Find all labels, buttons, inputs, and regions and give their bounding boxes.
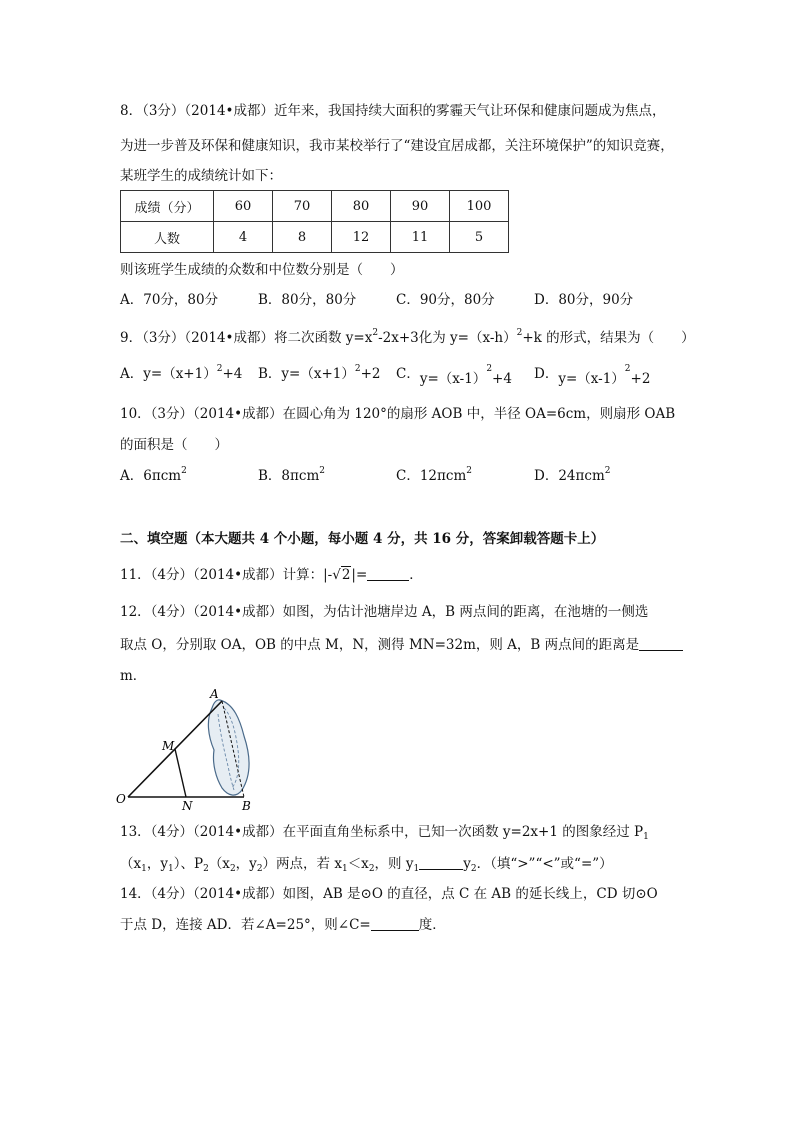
answer-blank xyxy=(367,567,409,581)
label-n: N xyxy=(182,799,193,813)
subscript: 2 xyxy=(229,864,236,874)
option-sup: 2 xyxy=(216,364,223,374)
answer-blank xyxy=(419,856,463,870)
q9-sup: 2 xyxy=(372,328,379,338)
q12-line2-text: 取点 O，分别取 OA，OB 的中点 M，N，测得 MN=32m，则 A，B 两点间的距离是 xyxy=(120,637,640,653)
table-cell: 4 xyxy=(214,222,273,253)
table-cell: 100 xyxy=(450,191,509,222)
option-expr: 24πcm xyxy=(558,468,605,484)
q8-line2: 为进一步普及环保和健康知识，我市某校举行了“建设宜居成都，关注环境保护”的知识竞赛， xyxy=(120,138,674,154)
table-cell: 成绩（分） xyxy=(121,191,214,222)
subscript: 1 xyxy=(643,832,649,842)
table-cell: 70 xyxy=(273,191,332,222)
option-sup: 2 xyxy=(354,364,361,374)
table-cell: 5 xyxy=(450,222,509,253)
q9-stem xyxy=(120,329,695,347)
q10-option-d xyxy=(534,467,610,485)
q12-line2 xyxy=(120,636,683,654)
option-letter: D． xyxy=(534,468,559,484)
subscript: 1 xyxy=(168,864,174,874)
q13-text: （x xyxy=(120,856,142,872)
q11-stem xyxy=(120,566,423,584)
q13-text: ＜x xyxy=(347,856,369,872)
option-expr: y=（x+1） xyxy=(143,366,217,382)
answer-blank xyxy=(371,917,419,931)
table-row xyxy=(121,222,509,253)
option-expr: 12πcm xyxy=(419,468,467,484)
q14-line2 xyxy=(120,916,446,934)
option-expr: y=（x-1） xyxy=(558,371,625,387)
option-tail: +4 xyxy=(492,371,512,387)
q13-text: ）两点，若 x xyxy=(262,856,342,872)
table-row xyxy=(121,191,509,222)
answer-blank xyxy=(639,637,683,651)
option-expr: y=（x-1） xyxy=(419,371,487,387)
option-expr: y=（x+1） xyxy=(281,366,355,382)
option-sup: 2 xyxy=(604,466,611,476)
option-tail: +2 xyxy=(630,371,651,387)
q8-option-b: B．80分，80分 xyxy=(258,292,357,308)
table-cell: 90 xyxy=(391,191,450,222)
option-letter: B． xyxy=(258,366,282,382)
q9-stem-post: +k 的形式，结果为（ ） xyxy=(522,330,695,346)
q10-option-c xyxy=(396,467,472,485)
option-sup: 2 xyxy=(181,466,187,476)
q10-option-b xyxy=(258,467,325,485)
q10-line1: 10．（3分）（2014•成都）在圆心角为 120°的扇形 AOB 中，半径 OA=6cm，则扇形 OAB xyxy=(120,406,676,422)
q10-option-a xyxy=(120,467,187,485)
q11-post: |= xyxy=(351,567,368,583)
segment-mn xyxy=(175,749,186,797)
q8-option-c: C．90分，80分 xyxy=(396,292,495,308)
label-b: B xyxy=(242,799,251,813)
q13-text: y xyxy=(463,856,471,872)
q9-stem-pre: 9．（3分）（2014•成都）将二次函数 y=x xyxy=(120,330,373,346)
sqrt-symbol xyxy=(332,566,351,584)
q13-text: ，则 y xyxy=(374,856,414,872)
table-cell: 人数 xyxy=(121,222,214,253)
q8-question: 则该班学生成绩的众数和中位数分别是（ ） xyxy=(120,262,404,278)
option-letter: A． xyxy=(120,468,144,484)
q11-end: ． xyxy=(409,567,423,583)
label-m: M xyxy=(162,739,175,753)
subscript: 2 xyxy=(203,864,209,874)
subscript: 1 xyxy=(413,864,420,874)
q12-line3: m． xyxy=(120,668,147,684)
option-sup: 2 xyxy=(624,364,631,374)
q8-line3: 某班学生的成绩统计如下： xyxy=(120,168,282,184)
q13-text: ．（填“>”“<”或“=”） xyxy=(476,856,613,872)
subscript: 2 xyxy=(470,864,477,874)
table-cell: 8 xyxy=(273,222,332,253)
q13-line1-text: 13．（4分）（2014•成都）在平面直角坐标系中，已知一次函数 y=2x+1 的图象经过 P xyxy=(120,824,644,840)
q13-line1 xyxy=(120,823,649,841)
q14-line1: 14．（4分）（2014•成都）如图，AB 是⊙O 的直径，点 C 在 AB 的延长线上，CD 切⊙O xyxy=(120,886,658,902)
label-a: A xyxy=(210,687,219,701)
q13-text: （x xyxy=(208,856,230,872)
q13-line2 xyxy=(120,855,613,873)
option-sup: 2 xyxy=(466,466,472,476)
q13-text: ，y xyxy=(235,856,257,872)
q10-line2: 的面积是（ ） xyxy=(120,437,228,453)
option-sup: 2 xyxy=(486,364,493,374)
q13-text: ）、P xyxy=(173,856,204,872)
score-table xyxy=(120,190,509,253)
q8-option-a: A．70分，80分 xyxy=(120,292,219,308)
q14-line2-text: 于点 D，连接 AD．若∠A=25°，则∠C= xyxy=(120,917,371,933)
table-cell: 12 xyxy=(332,222,391,253)
q8-line1: 8．（3分）（2014•成都）近年来，我国持续大面积的雾霾天气让环保和健康问题成为焦点， xyxy=(120,103,666,119)
option-tail: +4 xyxy=(222,366,243,382)
section-heading: 二、填空题（本大题共 4 个小题，每小题 4 分，共 16 分，答案卸载答题卡上） xyxy=(120,531,605,547)
option-letter: C． xyxy=(396,468,420,484)
q9-stem-mid: -2x+3化为 y=（x-h） xyxy=(378,330,517,346)
option-sup: 2 xyxy=(319,466,325,476)
option-tail: +2 xyxy=(360,366,381,382)
q14-line2-end: 度． xyxy=(418,917,446,933)
q8-option-d: D．80分，90分 xyxy=(534,292,634,308)
option-letter: D． xyxy=(534,366,559,382)
q9-option-a xyxy=(120,365,242,383)
label-o: O xyxy=(116,792,126,806)
subscript: 1 xyxy=(341,864,348,874)
q13-text: ，y xyxy=(146,856,168,872)
subscript: 2 xyxy=(256,864,263,874)
pond-triangle-figure xyxy=(112,684,272,814)
radical-sign: √ xyxy=(332,567,341,583)
option-expr: 6πcm xyxy=(143,468,182,484)
q12-line1: 12．（4分）（2014•成都）如图，为估计池塘岸边 A，B 两点间的距离，在池塘的一侧选 xyxy=(120,604,649,620)
option-expr: 8πcm xyxy=(281,468,320,484)
subscript: 1 xyxy=(141,864,147,874)
q9-option-c xyxy=(396,364,512,387)
radicand: 2 xyxy=(341,567,351,583)
q9-sup: 2 xyxy=(516,328,523,338)
q9-option-b xyxy=(258,365,381,383)
option-letter: C． xyxy=(396,366,420,382)
table-cell: 80 xyxy=(332,191,391,222)
q11-pre: 11．（4分）（2014•成都）计算：|- xyxy=(120,567,333,583)
q9-option-d xyxy=(534,364,651,387)
option-letter: A． xyxy=(120,366,144,382)
option-letter: B． xyxy=(258,468,282,484)
subscript: 2 xyxy=(368,864,375,874)
table-cell: 11 xyxy=(391,222,450,253)
table-cell: 60 xyxy=(214,191,273,222)
